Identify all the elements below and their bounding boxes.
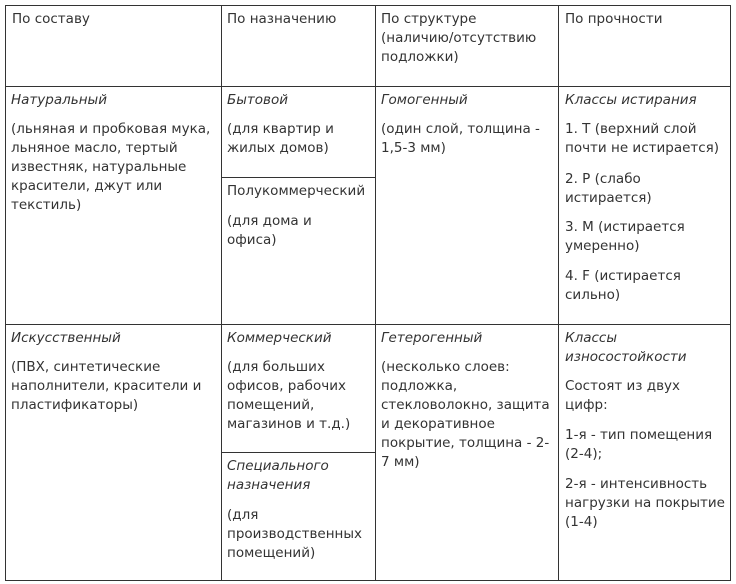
header-structure: По структуре (наличию/отсутствию подложки) bbox=[381, 11, 537, 65]
abrasion-class-1: 1. T (верхний слой почти не истирается) bbox=[565, 121, 720, 156]
wear-classes-intro: Состоят из двух цифр: bbox=[565, 378, 681, 413]
header-divider bbox=[5, 86, 730, 87]
artificial-title: Искусственный bbox=[11, 330, 121, 346]
natural-description: (льняная и пробковая мука, льняное масло, тертый известняк, натуральные красители, джут или текстиль) bbox=[11, 121, 211, 213]
subcell-divider-2 bbox=[221, 452, 375, 453]
semicommercial-title: Полукоммерческий bbox=[227, 183, 366, 199]
semicommercial-description: (для дома и офиса) bbox=[227, 213, 312, 248]
abrasion-class-4: 4. F (истирается сильно) bbox=[565, 268, 681, 303]
heterogeneous-title: Гетерогенный bbox=[381, 330, 483, 346]
wear-classes-second-digit: 2-я - интенсивность нагрузки на покрытие (1-4) bbox=[565, 476, 725, 530]
abrasion-class-3: 3. M (истирается умеренно) bbox=[565, 219, 685, 254]
table-border-bottom bbox=[5, 580, 730, 581]
commercial-description: (для больших офисов, рабочих помещений, магазинов и т.д.) bbox=[227, 359, 351, 432]
table-border-right bbox=[730, 5, 731, 581]
table-border-left bbox=[5, 5, 6, 581]
column-divider-1 bbox=[221, 5, 222, 581]
household-title: Бытовой bbox=[227, 92, 289, 108]
special-purpose-description: (для производственных помещений) bbox=[227, 507, 363, 561]
header-composition: По составу bbox=[12, 11, 90, 27]
household-description: (для квартир и жилых домов) bbox=[227, 121, 334, 156]
abrasion-class-2: 2. P (слабо истирается) bbox=[565, 171, 652, 206]
artificial-description: (ПВХ, синтетические наполнители, красители и пластификаторы) bbox=[11, 359, 202, 413]
row-divider bbox=[5, 324, 730, 325]
header-purpose: По назначению bbox=[227, 11, 337, 27]
column-divider-3 bbox=[558, 5, 559, 581]
special-purpose-title: Специального назначения bbox=[227, 458, 329, 493]
table-border-top bbox=[5, 5, 730, 6]
abrasion-classes-title: Классы истирания bbox=[565, 92, 697, 108]
homogeneous-description: (один слой, толщина - 1,5-3 мм) bbox=[381, 121, 540, 156]
natural-title: Натуральный bbox=[11, 92, 107, 108]
header-strength: По прочности bbox=[565, 11, 663, 27]
column-divider-2 bbox=[375, 5, 376, 581]
commercial-title: Коммерческий bbox=[227, 330, 332, 346]
wear-classes-first-digit: 1-я - тип помещения (2-4); bbox=[565, 427, 713, 462]
wear-classes-title: Классы износостойкости bbox=[565, 330, 687, 365]
subcell-divider-1 bbox=[221, 177, 375, 178]
homogeneous-title: Гомогенный bbox=[381, 92, 468, 108]
heterogeneous-description: (несколько слоев: подложка, стекловолокно, защита и декоративное покрытие, толщина - 2-7 мм) bbox=[381, 359, 550, 470]
